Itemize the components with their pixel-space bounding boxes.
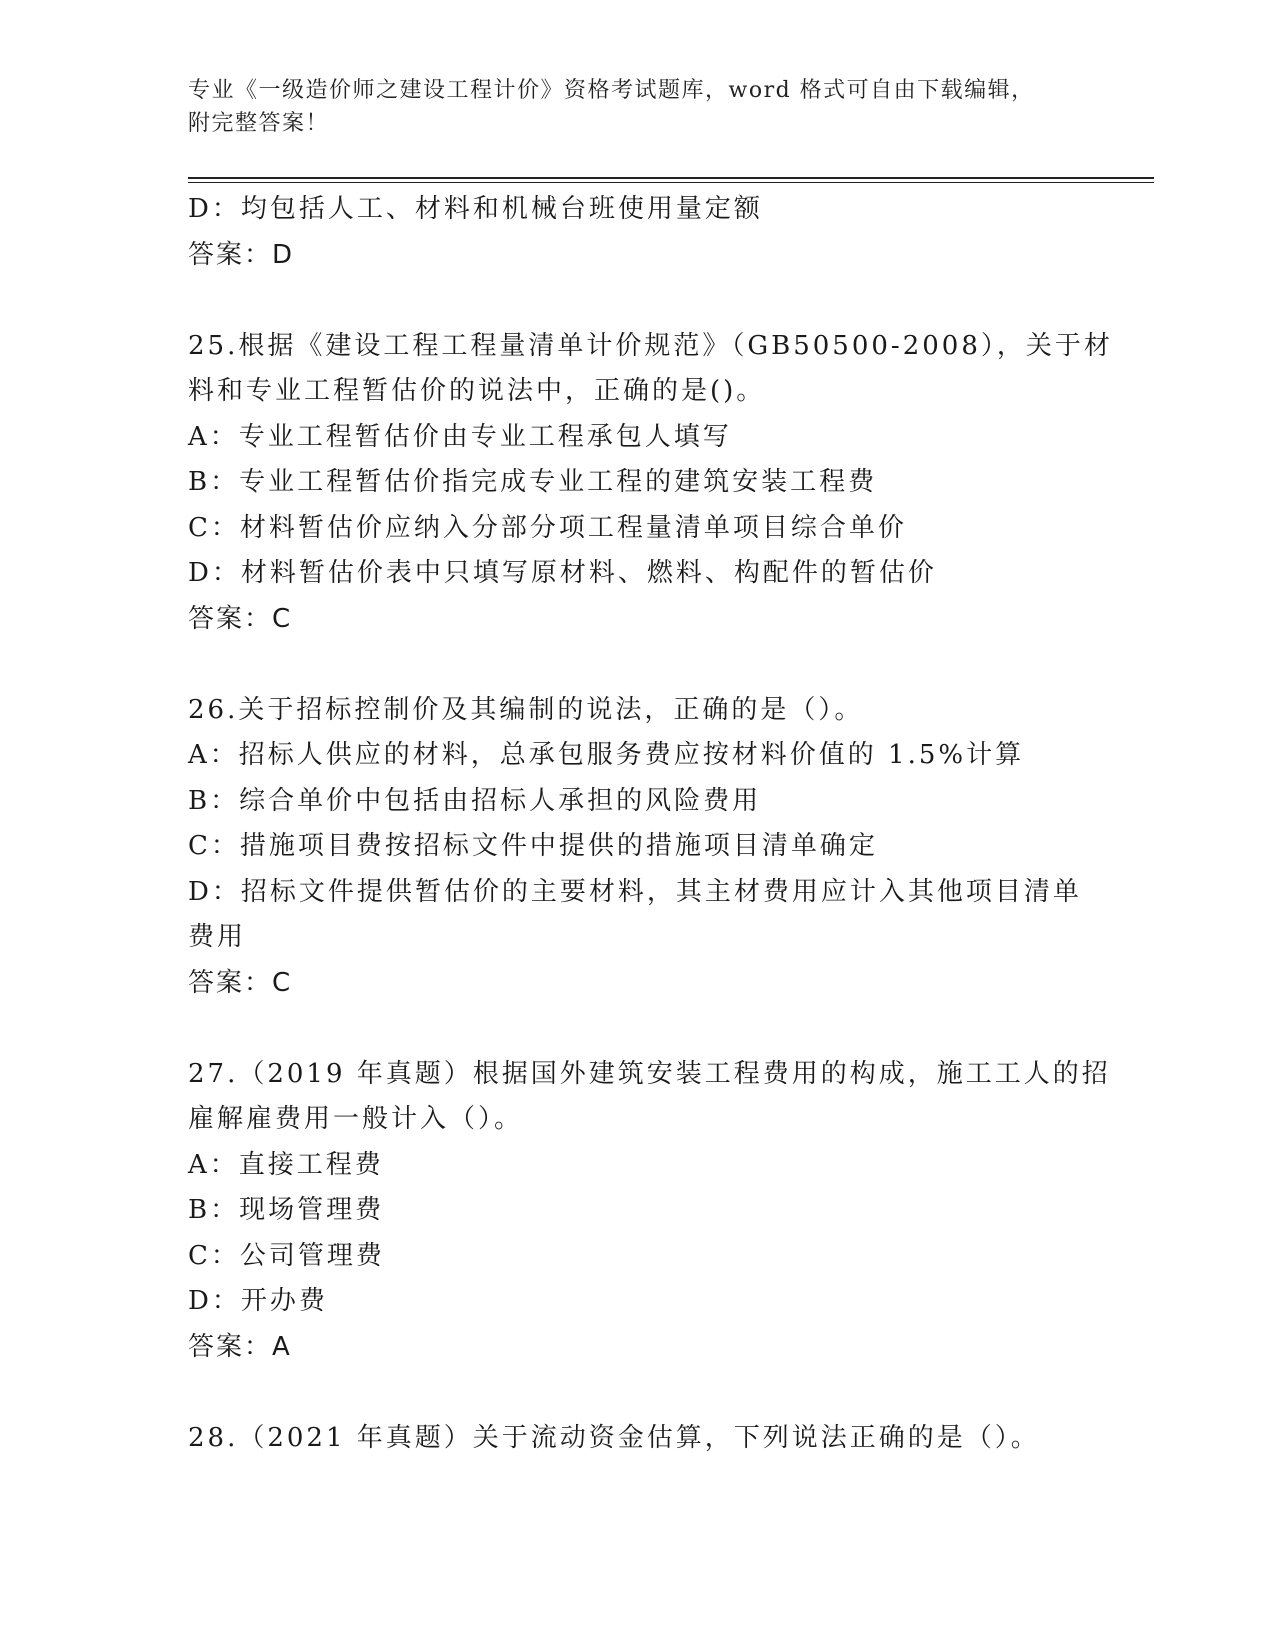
option-d: D：开办费 <box>188 1286 328 1316</box>
question-stem: 料和专业工程暂估价的说法中，正确的是()。 <box>188 376 766 406</box>
option-b: B：综合单价中包括由招标人承担的风险费用 <box>188 785 762 816</box>
question-25 <box>188 324 1113 643</box>
option-b: B：专业工程暂估价指完成专业工程的建筑安装工程费 <box>188 467 878 497</box>
option-d-continued: 费用 <box>188 922 247 952</box>
page-header <box>188 74 1088 140</box>
spacer <box>188 1006 1088 1052</box>
prev-answer: 答案：D <box>188 239 295 270</box>
option-a: A：招标人供应的材料，总承包服务费应按材料价值的 1.5%计算 <box>188 740 1025 770</box>
option-b: B：现场管理费 <box>188 1195 385 1225</box>
question-27 <box>188 1052 1111 1371</box>
header-line-2: 附完整答案！ <box>188 111 330 136</box>
header-line-1: 专业《一级造价师之建设工程计价》资格考试题库，word 格式可自由下载编辑， <box>188 78 1035 103</box>
option-d: D：招标文件提供暂估价的主要材料，其主材费用应计入其他项目清单 <box>188 876 1082 907</box>
question-stem: 28.（2021 年真题）关于流动资金估算，下列说法正确的是（）。 <box>188 1422 1040 1453</box>
answer: 答案：C <box>188 967 293 998</box>
option-d: D：材料暂估价表中只填写原材料、燃料、构配件的暂估价 <box>188 558 937 588</box>
question-list <box>188 187 1113 1461</box>
header-divider-thin <box>188 182 1154 183</box>
answer: 答案：A <box>188 1331 292 1362</box>
option-c: C：措施项目费按招标文件中提供的措施项目清单确定 <box>188 831 878 861</box>
question-28 <box>188 1416 1088 1462</box>
prev-option-d: D：均包括人工、材料和机械台班使用量定额 <box>188 194 763 224</box>
question-26 <box>188 688 1088 1007</box>
question-stem: 雇解雇费用一般计入（）。 <box>188 1104 524 1134</box>
spacer <box>188 278 1088 324</box>
answer: 答案：C <box>188 603 293 634</box>
question-stem: 27.（2019 年真题）根据国外建筑安装工程费用的构成，施工工人的招 <box>188 1058 1111 1089</box>
header-divider-thick <box>188 177 1154 179</box>
question-stem: 26.关于招标控制价及其编制的说法，正确的是（）。 <box>188 694 864 725</box>
question-stem: 25.根据《建设工程工程量清单计价规范》（GB50500-2008），关于材 <box>188 330 1113 361</box>
spacer <box>188 642 1088 688</box>
option-a: A：直接工程费 <box>188 1149 384 1180</box>
option-c: C：公司管理费 <box>188 1240 385 1271</box>
option-a: A：专业工程暂估价由专业工程承包人填写 <box>188 421 732 452</box>
option-c: C：材料暂估价应纳入分部分项工程量清单项目综合单价 <box>188 512 907 543</box>
spacer <box>188 1370 1088 1416</box>
